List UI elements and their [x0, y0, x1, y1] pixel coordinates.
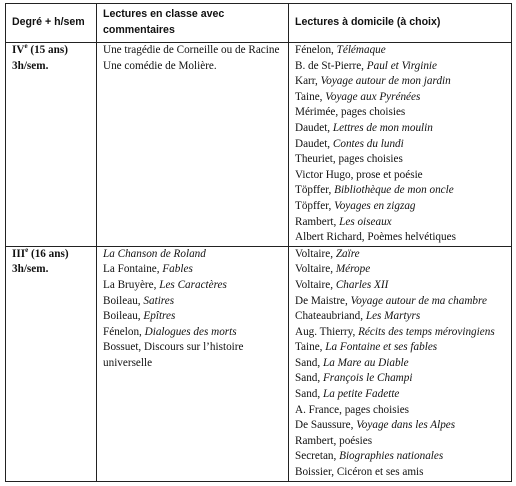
classe-reading-title: Dialogues des morts — [144, 325, 237, 338]
domicile-reading-item — [295, 434, 505, 450]
level-hours-iv: 3h/sem. — [12, 59, 49, 72]
domicile-reading-text: Rambert, — [295, 215, 340, 228]
domicile-reading-text: Chateaubriand, — [295, 310, 366, 323]
domicile-reading-item — [295, 183, 505, 199]
domicile-reading-item — [295, 387, 505, 403]
domicile-reading-title: Mérope — [335, 263, 371, 276]
domicile-reading-title: Récits des temps mérovingiens — [358, 325, 495, 338]
classe-reading-title: Epîtres — [143, 310, 176, 323]
domicile-reading-title: Les Martyrs — [365, 310, 421, 323]
level-hours-iii: 3h/sem. — [12, 263, 49, 276]
domicile-reading-text: Voltaire, — [295, 247, 336, 260]
domicile-reading-text: Töpffer, — [295, 184, 335, 197]
domicile-reading-text: Karr, — [295, 75, 321, 88]
level-sup-iv: e — [24, 42, 28, 50]
domicile-reading-text: Boissier, Cicéron et ses amis — [295, 466, 424, 479]
domicile-reading-title: Voyages en zigzag — [334, 199, 416, 212]
domicile-cell-iii — [289, 246, 512, 481]
level-line-iv — [12, 43, 90, 59]
domicile-reading-item — [295, 356, 505, 372]
classe-reading-text: Boileau, — [103, 294, 144, 307]
domicile-reading-item — [295, 262, 505, 278]
domicile-reading-item — [295, 325, 505, 341]
domicile-reading-item — [295, 199, 505, 215]
domicile-reading-title: Bibliothèque de mon oncle — [334, 184, 454, 197]
row-iv — [6, 43, 512, 247]
classe-cell-iii — [97, 246, 289, 481]
reading-list-table — [5, 3, 512, 482]
classe-reading-item — [103, 247, 282, 263]
header-domicile: Lectures à domicile (à choix) — [289, 4, 512, 43]
classe-reading-item — [103, 356, 282, 372]
domicile-reading-text: Taine, — [295, 90, 326, 103]
domicile-reading-title: La Fontaine et ses fables — [325, 341, 438, 354]
domicile-reading-text: De Maistre, — [295, 294, 351, 307]
domicile-reading-text: Voltaire, — [295, 263, 336, 276]
row-iii — [6, 246, 512, 481]
domicile-reading-text: De Saussure, — [295, 419, 357, 432]
domicile-reading-item — [295, 247, 505, 263]
classe-reading-text: Fénelon, — [103, 325, 145, 338]
classe-reading-item — [103, 59, 282, 75]
domicile-reading-text: Secretan, — [295, 450, 340, 463]
domicile-reading-title: Les oiseaux — [339, 215, 392, 228]
header-level: Degré + h/sem — [6, 4, 97, 43]
classe-reading-title: Satires — [143, 294, 175, 307]
domicile-reading-title: Voyage aux Pyrénées — [325, 90, 421, 103]
domicile-reading-text: Voltaire, — [295, 278, 336, 291]
domicile-reading-title: Lettres de mon moulin — [332, 121, 433, 134]
domicile-reading-item — [295, 294, 505, 310]
domicile-reading-item — [295, 43, 505, 59]
domicile-reading-text: Daudet, — [295, 137, 333, 150]
domicile-reading-text: Fénelon, — [295, 44, 337, 56]
domicile-reading-title: Voyage autour de mon jardin — [320, 75, 451, 88]
domicile-reading-item — [295, 309, 505, 325]
classe-reading-item — [103, 262, 282, 278]
domicile-reading-text: Theuriet, pages choisies — [295, 153, 403, 166]
domicile-reading-item — [295, 152, 505, 168]
domicile-reading-item — [295, 168, 505, 184]
domicile-reading-text: B. de St-Pierre, — [295, 59, 367, 72]
domicile-reading-item — [295, 121, 505, 137]
domicile-reading-text: Albert Richard, Poèmes helvétiques — [295, 231, 456, 244]
domicile-reading-text: Sand, — [295, 388, 323, 401]
level-line-iii — [12, 247, 90, 263]
level-sup-iii: e — [25, 245, 29, 254]
classe-reading-text: Bossuet, Discours sur l’histoire — [103, 341, 244, 354]
domicile-reading-title: François le Champi — [322, 372, 413, 385]
classe-reading-item — [103, 325, 282, 341]
header-classe: Lectures en classe avec commentaires — [97, 4, 289, 43]
domicile-reading-title: La Mare au Diable — [322, 356, 409, 369]
domicile-reading-text: Rambert, poésies — [295, 434, 373, 447]
domicile-reading-item — [295, 465, 505, 481]
classe-reading-item — [103, 340, 282, 356]
classe-reading-text: Une comédie de Molière. — [103, 59, 217, 72]
classe-reading-item — [103, 309, 282, 325]
classe-reading-title: La Chanson de Roland — [103, 247, 206, 260]
domicile-reading-item — [295, 403, 505, 419]
classe-reading-text: La Bruyère, — [103, 278, 160, 291]
domicile-reading-title: Paul et Virginie — [366, 59, 437, 72]
header-row — [6, 4, 512, 43]
domicile-reading-item — [295, 371, 505, 387]
domicile-reading-title: Biographies nationales — [339, 450, 444, 463]
domicile-reading-text: Taine, — [295, 341, 326, 354]
domicile-reading-text: Mérimée, pages choisies — [295, 106, 406, 119]
level-cell-iii — [6, 246, 97, 481]
classe-reading-text: universelle — [103, 356, 153, 369]
classe-cell-iv — [97, 43, 289, 247]
domicile-reading-item — [295, 340, 505, 356]
level-roman-iii: III — [12, 247, 26, 260]
domicile-reading-item — [295, 449, 505, 465]
classe-reading-title: Les Caractères — [159, 278, 227, 291]
domicile-reading-title: Voyage autour de ma chambre — [350, 294, 487, 307]
domicile-reading-item — [295, 90, 505, 106]
domicile-reading-item — [295, 418, 505, 434]
classe-reading-item — [103, 43, 282, 59]
level-age-iii: (16 ans) — [28, 247, 69, 260]
domicile-reading-item — [295, 59, 505, 75]
classe-reading-text: Une tragédie de Corneille ou de Racine — [103, 44, 280, 56]
domicile-reading-title: Charles XII — [335, 278, 389, 291]
domicile-reading-text: Töpffer, — [295, 199, 335, 212]
level-cell-iv — [6, 43, 97, 247]
classe-reading-text: Boileau, — [103, 310, 144, 323]
domicile-reading-text: A. France, pages choisies — [295, 403, 410, 416]
domicile-reading-title: Contes du lundi — [332, 137, 404, 150]
level-age-iv: (15 ans) — [27, 44, 68, 56]
domicile-reading-item — [295, 278, 505, 294]
level-roman-iv: IV — [12, 44, 25, 56]
classe-reading-item — [103, 278, 282, 294]
domicile-reading-title: Télémaque — [336, 44, 386, 56]
domicile-reading-title: Zaïre — [335, 247, 360, 260]
domicile-reading-text: Daudet, — [295, 121, 333, 134]
classe-reading-text: La Fontaine, — [103, 263, 163, 276]
domicile-reading-text: Aug. Thierry, — [295, 325, 359, 338]
domicile-reading-item — [295, 215, 505, 231]
domicile-reading-title: Voyage dans les Alpes — [356, 419, 456, 432]
domicile-reading-text: Victor Hugo, prose et poésie — [295, 168, 423, 181]
domicile-reading-item — [295, 74, 505, 90]
classe-reading-title: Fables — [162, 263, 193, 276]
domicile-reading-text: Sand, — [295, 372, 323, 385]
classe-reading-item — [103, 294, 282, 310]
domicile-reading-title: La petite Fadette — [322, 388, 400, 401]
domicile-reading-item — [295, 230, 505, 246]
domicile-reading-text: Sand, — [295, 356, 323, 369]
domicile-reading-item — [295, 137, 505, 153]
domicile-reading-item — [295, 105, 505, 121]
domicile-cell-iv — [289, 43, 512, 247]
